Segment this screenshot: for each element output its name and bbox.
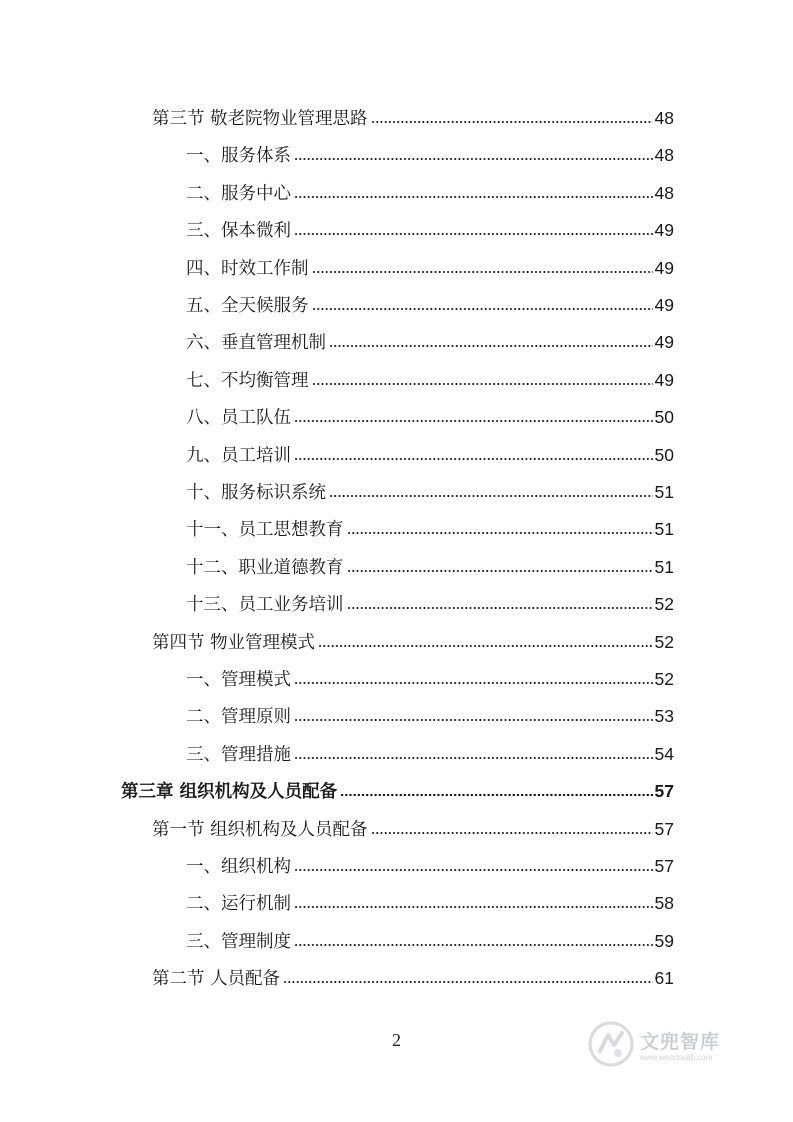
dot-leader [294,195,653,199]
dot-leader [283,980,652,984]
dot-leader [318,644,652,648]
toc-entry-title: 二、运行机制 [186,894,291,915]
dot-leader [329,494,653,498]
toc-entry-title: 第一节 组织机构及人员配备 [152,819,368,840]
dot-leader [371,831,653,835]
toc-entry-page: 49 [654,220,674,241]
dot-leader [312,307,653,311]
toc-entry[interactable] [186,667,674,691]
dot-leader [294,905,653,909]
dot-leader [294,943,653,947]
dot-leader [294,756,653,760]
toc-entry-title: 十二、职业道德教育 [186,557,344,578]
toc-entry[interactable] [186,555,674,579]
dot-leader [312,382,653,386]
toc-entry[interactable] [186,480,674,504]
toc-entry[interactable] [186,443,674,467]
dot-leader [294,157,653,161]
toc-entry-title: 第三节 敬老院物业管理思路 [152,109,368,129]
toc-entry-title: 五、全天候服务 [186,296,309,316]
toc-entry[interactable] [186,330,674,354]
dot-leader [371,120,653,124]
toc-entry[interactable] [152,630,674,654]
toc-entry[interactable] [186,891,674,915]
dot-leader [312,270,653,274]
toc-entry-title: 十三、员工业务培训 [186,595,344,616]
toc-entry-title: 第四节 物业管理模式 [152,632,316,653]
toc-entry-title: 二、管理原则 [186,707,291,728]
toc-entry-title: 十一、员工思想教育 [186,520,344,541]
dot-leader [294,718,653,722]
toc-entry-page: 59 [654,930,674,951]
dot-leader [294,681,653,685]
toc-entry-page: 49 [654,295,674,315]
toc-entry[interactable] [186,854,674,878]
toc-entry[interactable] [152,817,674,841]
toc-entry-title: 八、员工队伍 [186,408,291,429]
toc-entry-page: 57 [654,781,674,802]
toc-entry-page: 58 [654,893,674,914]
toc-entry-page: 51 [654,519,674,540]
toc-entry-page: 50 [654,407,674,428]
toc-entry-page: 51 [654,482,674,502]
toc-entry[interactable] [186,143,674,167]
toc-entry[interactable] [186,592,674,616]
toc-entry-page: 54 [654,743,674,764]
toc-entry-page: 61 [654,968,674,989]
toc-entry[interactable] [186,218,674,242]
toc-entry-page: 49 [654,332,674,353]
toc-entry[interactable] [152,106,674,130]
toc-entry-title: 第三章 组织机构及人员配备 [121,782,338,803]
toc-entry[interactable] [186,405,674,429]
toc-entry-title: 四、时效工作制 [186,258,309,279]
dot-leader [347,569,653,573]
toc-entry[interactable] [152,966,674,990]
toc-entry-title: 一、管理模式 [186,670,291,690]
toc-entry-title: 一、服务体系 [186,146,291,167]
watermark [588,1016,758,1072]
toc-entry[interactable] [186,368,674,392]
toc-entry-page: 52 [654,631,674,652]
toc-entry-page: 49 [654,369,674,390]
dot-leader [294,232,653,236]
toc-entry-page: 57 [654,856,674,876]
toc-entry[interactable] [186,742,674,766]
toc-entry-page: 50 [654,444,674,465]
toc-entry-title: 一、组织机构 [186,857,291,877]
toc-entry-title: 七、不均衡管理 [186,370,309,391]
toc-entry-page: 52 [654,669,674,689]
toc-entry-title: 三、保本微利 [186,221,291,242]
toc-entry[interactable] [186,293,674,317]
toc-entry[interactable] [186,256,674,280]
toc-entry-title: 二、服务中心 [186,183,291,204]
toc-entry[interactable] [186,929,674,953]
toc-entry[interactable] [186,704,674,728]
toc-entry-page: 57 [654,818,674,839]
dot-leader [294,419,653,423]
dot-leader [340,793,652,797]
toc-entry-page: 49 [654,257,674,278]
page-number: 2 [392,1030,401,1050]
watermark-brand: 文兜智库 [640,1030,721,1053]
watermark-url: www.wendoulib.com [640,1052,713,1062]
toc-entry-page: 53 [654,706,674,727]
wendou-logo-icon [588,1021,634,1067]
toc-entry-title: 三、管理制度 [186,931,291,952]
toc-entry-page: 52 [654,594,674,615]
toc-entry[interactable] [186,181,674,205]
toc-entry-title: 六、垂直管理机制 [186,333,326,354]
toc-entry[interactable] [186,517,674,541]
toc-entry-title: 十、服务标识系统 [186,483,326,503]
toc-entry-page: 48 [654,108,674,128]
dot-leader [294,457,653,461]
dot-leader [347,606,653,610]
dot-leader [347,531,653,535]
toc-entry-title: 九、员工培训 [186,445,291,466]
toc-entry-page: 51 [654,556,674,577]
toc-entry-page: 48 [654,145,674,166]
toc-entry-title: 第二节 人员配备 [152,969,281,990]
dot-leader [294,868,653,872]
toc-entry-page: 48 [654,182,674,203]
toc-entry-title: 三、管理措施 [186,744,291,765]
dot-leader [329,344,653,348]
toc-chapter-entry[interactable] [121,779,674,803]
